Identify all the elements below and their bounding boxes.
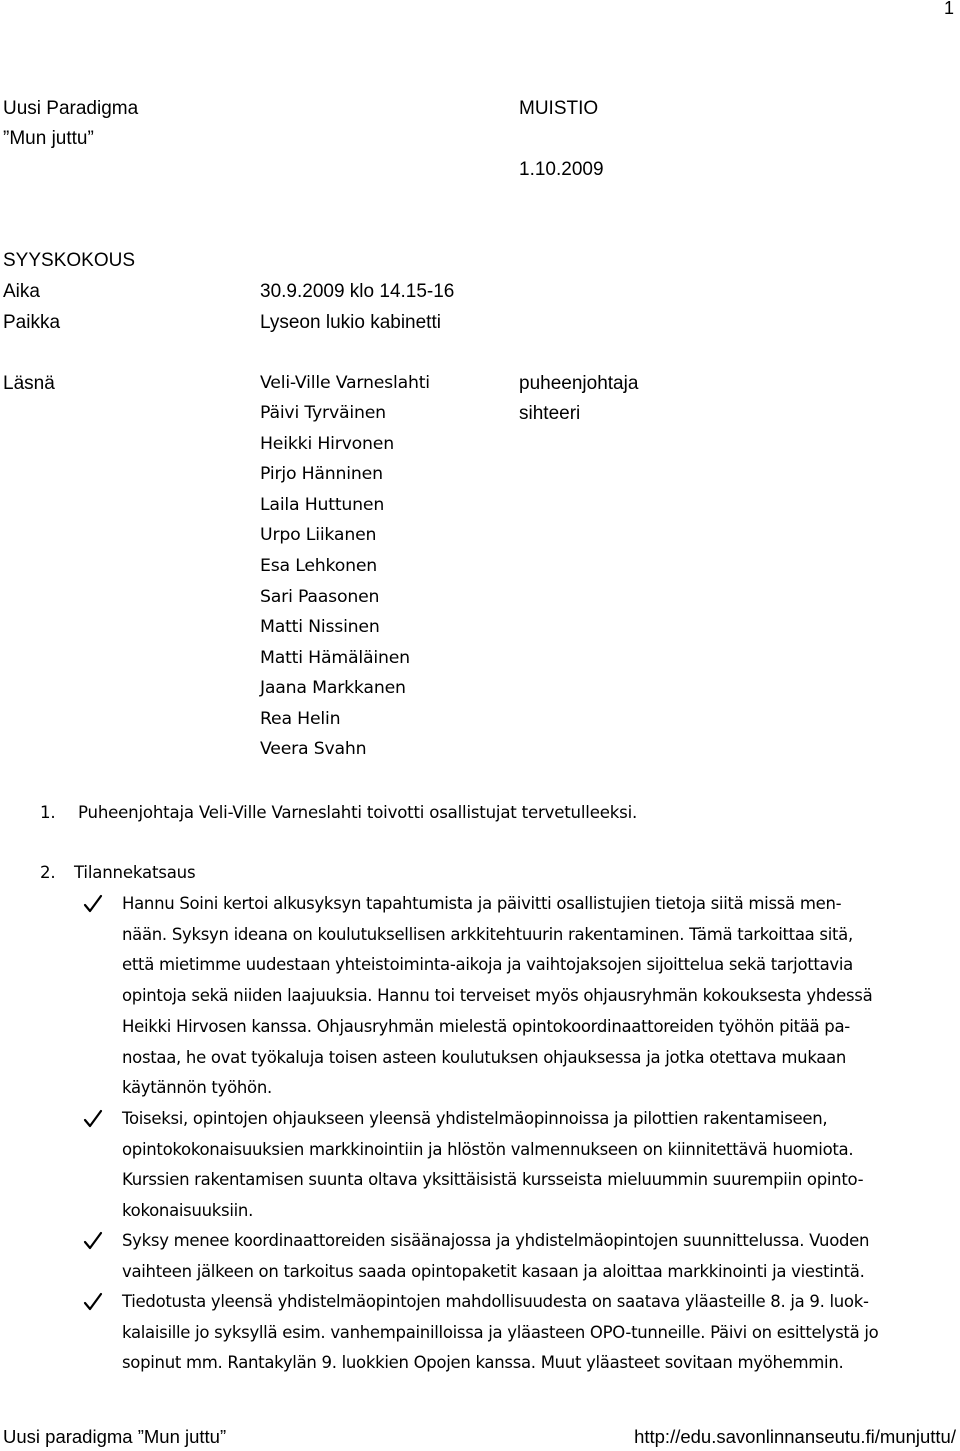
- attendee-name: Urpo Liikanen: [260, 525, 377, 545]
- attendee-name: Rea Helin: [260, 709, 341, 729]
- document-date: 1.10.2009: [519, 159, 604, 180]
- paragraph-line: Syksy menee koordinaattoreiden sisäänajossa ja yhdistelmäopintojen suunnittelussa. Vuoden: [122, 1231, 870, 1250]
- paragraph-line: Tiedotusta yleensä yhdistelmäopintojen mahdollisuudesta on saatava yläasteille 8. ja 9. luok-: [122, 1292, 869, 1311]
- paragraph-line: käytännön työhön.: [122, 1078, 272, 1098]
- attendee-name: Matti Nissinen: [260, 617, 380, 637]
- attendee-name: Päivi Tyrväinen: [260, 403, 386, 423]
- attendee-name: Laila Huttunen: [260, 495, 385, 515]
- attendee-name: Matti Hämäläinen: [260, 648, 410, 668]
- meeting-title: SYYSKOKOUS: [3, 250, 135, 271]
- attendee-name: Jaana Markkanen: [260, 678, 406, 698]
- item-number: 2.: [40, 863, 56, 882]
- attendee-name: Veli-Ville Varneslahti: [260, 373, 430, 393]
- paragraph-line: sopinut mm. Rantakylän 9. luokkien Opojen kanssa. Muut yläasteet sovitaan myöhemmin.: [122, 1353, 844, 1373]
- footer-url[interactable]: http://edu.savonlinnanseutu.fi/munjuttu/: [634, 1426, 956, 1447]
- paragraph-line: opintokokonaisuuksien markkinointiin ja hlöstön valmennukseen on kiinnitettävä huomiota.: [122, 1139, 854, 1159]
- document-type: MUISTIO: [519, 98, 599, 119]
- place-value: Lyseon lukio kabinetti: [260, 312, 441, 333]
- paragraph-line: kokonaisuuksiin.: [122, 1201, 254, 1221]
- bullet-paragraph: [122, 1104, 956, 1227]
- attendee-name: Veera Svahn: [260, 739, 367, 759]
- time-value: 30.9.2009 klo 14.15-16: [260, 281, 455, 302]
- item-text: Puheenjohtaja Veli-Ville Varneslahti toivotti osallistujat tervetulleeksi.: [78, 803, 638, 822]
- project-name: ”Mun juttu”: [3, 128, 94, 149]
- paragraph-line: Hannu Soini kertoi alkusyksyn tapahtumista ja päivitti osallistujien tietoja siitä missä men-: [122, 894, 842, 913]
- paragraph-line: vaihteen jälkeen on tarkoitus saada opintopaketit kasaan ja aloittaa markkinointi ja viestintä.: [122, 1261, 865, 1281]
- attendee-role: puheenjohtaja: [519, 373, 639, 394]
- checkmark-icon: [82, 893, 104, 915]
- checkmark-icon: [82, 1291, 104, 1313]
- checkmark-icon: [82, 1108, 104, 1130]
- footer-left: Uusi paradigma ”Mun juttu”: [3, 1426, 227, 1447]
- place-label: Paikka: [3, 312, 61, 333]
- paragraph-line: Kurssien rakentamisen suunta oltava yksittäisistä kursseista mieluummin suurempiin opinto-: [122, 1170, 864, 1190]
- bullet-paragraph: [122, 889, 956, 1104]
- paragraph-line: Toiseksi, opintojen ohjaukseen yleensä yhdistelmäopinnoissa ja pilottien rakentamiseen,: [122, 1109, 828, 1128]
- attendee-name: Pirjo Hänninen: [260, 464, 383, 484]
- item-number: 1.: [40, 803, 56, 822]
- attendee-name: Esa Lehkonen: [260, 556, 378, 576]
- paragraph-line: kalaisille jo syksyllä esim. vanhempainilloissa ja yläasteen OPO-tunneille. Päivi on esittelystä jo: [122, 1322, 879, 1342]
- org-name: Uusi Paradigma: [3, 98, 139, 119]
- attendee-role: sihteeri: [519, 403, 581, 424]
- paragraph-line: nostaa, he ovat työkaluja toisen asteen koulutuksen ohjauksessa ja jotka otettava mukaan: [122, 1047, 847, 1067]
- paragraph-line: opintoja sekä niiden laajuuksia. Hannu toi terveiset myös ohjausryhmän kokouksesta yhdessä: [122, 986, 873, 1006]
- attendee-name: Heikki Hirvonen: [260, 434, 394, 454]
- bullet-paragraph: [122, 1226, 956, 1287]
- paragraph-line: nään. Syksyn ideana on koulutuksellisen arkkitehtuurin rakentaminen. Tämä tarkoittaa sitä,: [122, 924, 853, 944]
- time-label: Aika: [3, 281, 40, 302]
- paragraph-line: Heikki Hirvosen kanssa. Ohjausryhmän mielestä opintokoordinaattoreiden työhön pitää pa-: [122, 1016, 850, 1036]
- checkmark-icon: [82, 1230, 104, 1252]
- paragraph-line: että mietimme uudestaan yhteistoiminta-aikoja ja vaihtojaksojen sijoittelua sekä tarjottavia: [122, 955, 853, 975]
- present-label: Läsnä: [3, 373, 55, 394]
- attendee-name: Sari Paasonen: [260, 587, 380, 607]
- page-number: 1: [944, 0, 955, 18]
- bullet-paragraph: [122, 1287, 956, 1379]
- item-title: Tilannekatsaus: [74, 863, 196, 882]
